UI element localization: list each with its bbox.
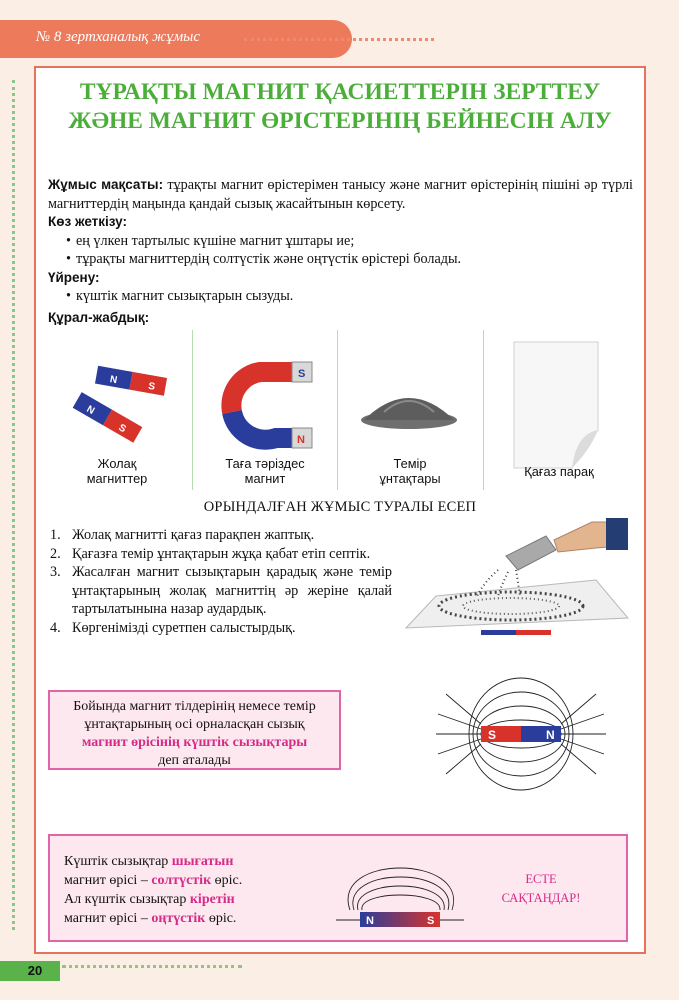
paper-sheet-image xyxy=(506,338,606,473)
list-item xyxy=(50,545,392,564)
step-number: 1. xyxy=(50,527,61,543)
remember-part: магнит өрісі – xyxy=(64,873,152,888)
filings-experiment-image xyxy=(406,518,628,646)
definition-box xyxy=(48,690,341,770)
page-title xyxy=(36,78,644,136)
equipment-caption-horseshoe xyxy=(200,456,330,486)
objectives xyxy=(48,176,633,306)
definition-line-4: деп аталады xyxy=(158,753,231,768)
iron-filings-image xyxy=(354,382,464,432)
learn-item-1: • күштік магнит сызықтарын сызуды. xyxy=(48,287,633,306)
remember-part: магнит өрісі – xyxy=(64,911,152,926)
page-number xyxy=(0,961,60,981)
content-frame xyxy=(34,66,646,954)
horseshoe-blue-arm xyxy=(232,412,292,440)
remember-line-2 xyxy=(64,871,314,890)
caption-line: Таға тәріздес xyxy=(225,456,305,471)
horseshoe-magnet-image xyxy=(212,360,322,460)
definition-highlight: магнит өрісінің күштік сызықтары xyxy=(81,735,308,750)
equipment-caption-bar-magnets xyxy=(52,456,182,486)
pole-n-label: N xyxy=(366,915,374,927)
equipment-row xyxy=(36,330,644,490)
remember-highlight: оңтүстік xyxy=(151,911,206,926)
side-dots xyxy=(12,80,15,930)
bar-magnet-field-lines-image xyxy=(436,674,606,794)
pole-s-label: S xyxy=(488,728,497,742)
magnet-red-part xyxy=(481,726,521,742)
remember-tag-line-2: САҚТАҢДАР! xyxy=(501,891,581,905)
step-text: Жасалған магнит сызықтарын қарадық және темір ұнтақтарының жолақ магниттің әр жеріне қалай тартылатынына назар аудардық. xyxy=(72,564,392,617)
step-number: 2. xyxy=(50,545,61,562)
remember-tag-line-1: ЕСТЕ xyxy=(525,872,557,886)
caption-line: магнит xyxy=(244,471,286,486)
show-label: Көз жеткізу: xyxy=(48,214,127,229)
caption-line: Жолақ xyxy=(97,456,137,471)
header-label: № 8 зертханалық жұмыс xyxy=(36,29,200,45)
show-item-1: • ең үлкен тартылыс күшіне магнит ұштары ие; xyxy=(48,232,633,251)
step-text: Қағазға темір ұнтақтарын жұқа қабат етіп септік. xyxy=(72,545,371,562)
remember-part: өріс. xyxy=(205,911,237,926)
remember-part: Күштік сызықтар xyxy=(64,854,172,869)
remember-tag xyxy=(496,870,586,908)
divider xyxy=(483,330,484,490)
divider xyxy=(337,330,338,490)
report-steps xyxy=(50,526,392,637)
pole-n-label: N xyxy=(84,403,97,417)
field-lines-ns-image xyxy=(330,850,470,928)
scoop xyxy=(506,536,556,570)
pole-s-label: S xyxy=(427,915,435,927)
remember-part: Ал күштік сызықтар xyxy=(64,892,190,907)
step-number: 4. xyxy=(50,619,61,636)
divider xyxy=(192,330,193,490)
aim-paragraph xyxy=(48,176,633,213)
remember-box xyxy=(48,834,628,942)
list-item xyxy=(50,619,392,638)
remember-highlight: шығатын xyxy=(171,854,234,869)
header-dots xyxy=(244,38,434,41)
remember-line-1 xyxy=(64,852,314,871)
paper-on-magnet xyxy=(406,580,628,628)
remember-text xyxy=(64,852,314,928)
caption-line: магниттер xyxy=(86,471,148,486)
report-title: ОРЫНДАЛҒАН ЖҰМЫС ТУРАЛЫ ЕСЕП xyxy=(203,499,477,515)
pole-s-label: S xyxy=(298,368,306,380)
page-number-text: 20 xyxy=(27,963,43,978)
pole-n-label: N xyxy=(108,374,118,387)
bottom-dots xyxy=(62,965,242,968)
pole-s-label: S xyxy=(147,380,156,393)
learn-label: Үйрену: xyxy=(48,269,100,285)
step-text: Көргенімізді суретпен салыстырдық. xyxy=(72,619,296,636)
show-item-2: • тұрақты магниттердің солтүстік және оңтүстік өрістері болады. xyxy=(48,250,633,269)
equipment-label: Құрал-жабдық: xyxy=(48,310,150,325)
equipment-caption-paper xyxy=(494,464,624,479)
remember-part: өріс. xyxy=(211,873,243,888)
title-line-2: ЖӘНЕ МАГНИТ ӨРІСТЕРІНІҢ БЕЙНЕСІН АЛУ xyxy=(68,108,612,134)
caption-line: Қағаз парақ xyxy=(524,464,594,479)
equipment-caption-filings xyxy=(345,456,475,486)
bar-magnets-image xyxy=(66,360,176,450)
definition-line-2: ұнтақтарының осі орналасқан сызық xyxy=(84,717,305,732)
title-line-1: ТҰРАҚТЫ МАГНИТ ҚАСИЕТТЕРІН ЗЕРТТЕУ xyxy=(79,79,601,105)
remember-highlight: кіретін xyxy=(189,892,235,907)
aim-text: тұрақты магнит өрістерімен танысу және магнит өрістерінің пішіні әр түрлі магниттердің маңында қандай сызық жасайтынын көрсету. xyxy=(48,177,634,212)
aim-label: Жұмыс мақсаты: xyxy=(48,177,164,192)
step-number: 3. xyxy=(50,564,61,580)
magnet-blue-part xyxy=(481,630,516,635)
pole-n-label: N xyxy=(546,728,555,742)
caption-line: Темір xyxy=(393,456,427,471)
remember-line-3 xyxy=(64,890,314,909)
remember-highlight: солтүстік xyxy=(151,873,212,888)
step-text: Жолақ магнитті қағаз парақпен жаптық. xyxy=(72,527,315,543)
list-item xyxy=(50,526,392,545)
list-item xyxy=(50,563,392,619)
pole-s-label: S xyxy=(116,422,128,436)
magnet-blue-part xyxy=(521,726,561,742)
remember-line-4 xyxy=(64,909,314,928)
sleeve xyxy=(606,518,628,550)
definition-line-1: Бойында магнит тілдерінің немесе темір xyxy=(73,699,316,714)
magnet-red-part xyxy=(516,630,551,635)
pole-n-label: N xyxy=(297,434,305,446)
caption-line: ұнтақтары xyxy=(379,471,441,486)
